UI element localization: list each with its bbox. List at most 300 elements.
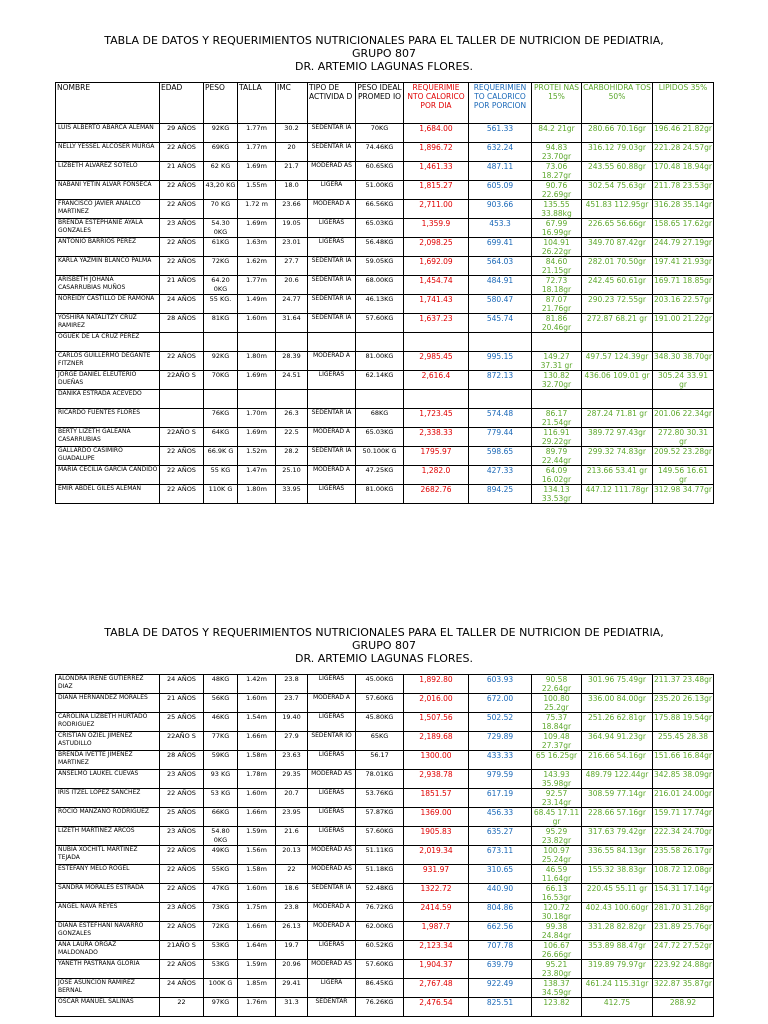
cell-edad: 21 AÑOS [160,162,204,181]
cell-tipo-actividad: LIGERAS [308,789,356,808]
table-row [56,846,714,865]
cell-peso-ideal: 53.76KG [356,789,404,808]
cell-proteinas: 46.59 11.64gr [532,865,582,884]
cell-peso-ideal: 60.65KG [356,162,404,181]
cell-talla: 1.49m [238,295,276,314]
cell-carbohidratos: 228.66 57.16gr [582,808,653,827]
cell-lipidos: 255.45 28.38 [653,732,714,751]
cell-talla: 1.55m [238,181,276,200]
cell-peso: 61KG [204,238,238,257]
cell-edad: 22AÑO S [160,428,204,447]
cell-imc: 24.77 [276,295,308,314]
cell-requerimiento-porcion: 699.41 [469,238,532,257]
cell-peso: 53KG [204,941,238,960]
table-row [56,200,714,219]
cell-proteinas: 123.82 [532,998,582,1017]
cell-tipo-actividad [308,333,356,352]
cell-imc: 20 [276,143,308,162]
cell-peso-ideal: 57.60KG [356,960,404,979]
cell-requerimiento-calorico: 1,359.9 [404,219,469,238]
cell-peso-ideal: 74.46KG [356,143,404,162]
cell-tipo-actividad: LIGERAS [308,675,356,694]
cell-requerimiento-calorico: 2,016.00 [404,694,469,713]
cell-requerimiento-calorico: 1,987.7 [404,922,469,941]
cell-tipo-actividad: LIGERAS [308,941,356,960]
cell-tipo-actividad: LIGERAS [308,751,356,770]
cell-lipidos: 322.87 35.87gr [653,979,714,998]
cell-requerimiento-porcion: 598.65 [469,447,532,466]
cell-carbohidratos: 220.45 55.11 gr [582,884,653,903]
cell-talla: 1.76m [238,998,276,1017]
cell-nombre: ALONDRA IRENE GUTIERREZ DIAZ [56,675,160,694]
cell-nombre: ANGEL NAVA REYES [56,903,160,922]
cell-peso-ideal: 60.52KG [356,941,404,960]
cell-talla: 1.69m [238,162,276,181]
cell-talla: 1.59m [238,960,276,979]
cell-edad: 23 AÑOS [160,827,204,846]
cell-carbohidratos: 299.32 74.83gr [582,447,653,466]
cell-peso: 97KG [204,998,238,1017]
cell-carbohidratos: 497.57 124.39gr [582,352,653,371]
cell-requerimiento-porcion [469,390,532,409]
cell-proteinas [532,333,582,352]
cell-peso: 93 KG [204,770,238,789]
table-row [56,789,714,808]
cell-imc: 28.2 [276,447,308,466]
cell-carbohidratos: 316.12 79.03gr [582,143,653,162]
cell-proteinas: 149.27 37.31 gr [532,352,582,371]
cell-requerimiento-calorico: 1,741.43 [404,295,469,314]
cell-imc [276,390,308,409]
cell-peso: 92KG [204,124,238,143]
cell-peso: 54.80 0KG [204,827,238,846]
cell-edad: 22AÑO S [160,732,204,751]
cell-lipidos [653,390,714,409]
cell-proteinas [532,390,582,409]
cell-peso: 54.30 0KG [204,219,238,238]
cell-nombre: FRANCISCO JAVIER ANALCO MARTINEZ [56,200,160,219]
header-imc: IMC [276,83,308,124]
cell-talla: 1.66m [238,808,276,827]
cell-nombre: BRENDA ESTEPHANIE AYALA GONZALES [56,219,160,238]
cell-imc [276,333,308,352]
table-row [56,371,714,390]
cell-requerimiento-calorico: 1300.00 [404,751,469,770]
cell-nombre: GALLARDO CASIMIRO GUADALUPE [56,447,160,466]
table-row [56,428,714,447]
cell-peso: 64.20 0KG [204,276,238,295]
cell-carbohidratos: 402.43 100.60gr [582,903,653,922]
header-lipidos: LIPIDOS 35% [653,83,714,124]
cell-edad: 24 AÑOS [160,979,204,998]
cell-requerimiento-calorico [404,333,469,352]
cell-nombre: NUBIA XOCHITL MARTINEZ TEJADA [56,846,160,865]
cell-nombre: ANSELMO LAUKEL CUEVAS [56,770,160,789]
title-line-2: GRUPO 807 [351,639,416,652]
cell-peso: 73KG [204,903,238,922]
table-row [56,751,714,770]
cell-nombre: OSCAR MANUEL SALINAS [56,998,160,1017]
cell-talla: 1.85m [238,979,276,998]
cell-peso: 100K G [204,979,238,998]
cell-peso: 77KG [204,732,238,751]
cell-requerimiento-calorico: 1,684.00 [404,124,469,143]
table-row [56,143,714,162]
cell-tipo-actividad: MODERAD A [308,903,356,922]
cell-peso-ideal: 46.13KG [356,295,404,314]
cell-edad: 23 AÑOS [160,770,204,789]
cell-peso: 72KG [204,922,238,941]
cell-imc: 19.05 [276,219,308,238]
table-title-2 [0,626,768,665]
table-row [56,333,714,352]
cell-requerimiento-porcion: 561.33 [469,124,532,143]
cell-talla: 1.42m [238,675,276,694]
cell-tipo-actividad: SEDENTAR IA [308,447,356,466]
cell-talla: 1.66m [238,922,276,941]
cell-carbohidratos: 302.54 75.63gr [582,181,653,200]
cell-lipidos: 281.70 31.28gr [653,903,714,922]
cell-lipidos: 191.00 21.22gr [653,314,714,333]
cell-edad: 24 AÑOS [160,295,204,314]
cell-nombre: YOSHIRA NATALITZY CRUZ RAMIREZ [56,314,160,333]
cell-requerimiento-porcion: 903.66 [469,200,532,219]
table-row [56,675,714,694]
cell-carbohidratos: 226.65 56.66gr [582,219,653,238]
cell-proteinas: 99.38 24.84gr [532,922,582,941]
cell-lipidos: 216.01 24.00gr [653,789,714,808]
cell-peso: 110K G [204,485,238,504]
cell-tipo-actividad: LIGERAS [308,808,356,827]
cell-edad [160,409,204,428]
cell-nombre: SANDRA MORALES ESTRADA [56,884,160,903]
cell-nombre: DIANA ESTEFHANI NAVARRO GONZALES [56,922,160,941]
cell-nombre: CAROLINA LIZBETH HURTADO RODRIGUEZ [56,713,160,732]
cell-proteinas: 116.91 29.22gr [532,428,582,447]
cell-requerimiento-porcion: 632.24 [469,143,532,162]
cell-tipo-actividad: MODERAD A [308,466,356,485]
cell-peso-ideal: 62.00KG [356,922,404,941]
cell-nombre: OGUEK DE LA CRUZ PEREZ [56,333,160,352]
cell-proteinas: 109.48 27.37gr [532,732,582,751]
cell-talla: 1.78m [238,770,276,789]
cell-lipidos: 221.28 24.57gr [653,143,714,162]
cell-talla: 1.62m [238,257,276,276]
table-row [56,352,714,371]
title-line-3: DR. ARTEMIO LAGUNAS FLORES. [295,652,473,665]
cell-imc: 27.9 [276,732,308,751]
cell-requerimiento-calorico: 2,985.45 [404,352,469,371]
table-2-body [56,675,714,1017]
cell-requerimiento-porcion: 872.13 [469,371,532,390]
cell-proteinas: 68.45 17.11 gr [532,808,582,827]
table-row [56,409,714,428]
cell-edad: 22 AÑOS [160,352,204,371]
cell-peso: 70KG [204,371,238,390]
cell-edad: 22 AÑOS [160,238,204,257]
cell-peso-ideal: 50.100K G [356,447,404,466]
cell-imc: 19.40 [276,713,308,732]
cell-peso-ideal: 56.48KG [356,238,404,257]
cell-tipo-actividad: SEDENTAR IA [308,257,356,276]
table-row [56,181,714,200]
cell-proteinas: 65 16.25gr [532,751,582,770]
cell-tipo-actividad: MODERAD A [308,428,356,447]
cell-nombre: LIZETH MARTINEZ ARCOS [56,827,160,846]
cell-requerimiento-porcion: 310.65 [469,865,532,884]
cell-tipo-actividad: MODERAD AS [308,846,356,865]
cell-peso-ideal: 78.01KG [356,770,404,789]
cell-requerimiento-calorico: 1,723.45 [404,409,469,428]
cell-nombre: ROCIO MANZANO RODRIGUEZ [56,808,160,827]
cell-requerimiento-porcion: 825.51 [469,998,532,1017]
cell-edad: 22 AÑOS [160,865,204,884]
cell-imc: 25.10 [276,466,308,485]
cell-lipidos: 108.72 12.08gr [653,865,714,884]
cell-proteinas: 106.67 26.66gr [532,941,582,960]
cell-peso: 53KG [204,960,238,979]
cell-requerimiento-porcion: 502.52 [469,713,532,732]
table-row [56,238,714,257]
cell-lipidos: 342.85 38.09gr [653,770,714,789]
cell-proteinas: 90.58 22.64gr [532,675,582,694]
header-nombre: NOMBRE [56,83,160,124]
cell-talla: 1.63m [238,238,276,257]
header-edad: EDAD [160,83,204,124]
cell-tipo-actividad: MODERAD A [308,200,356,219]
cell-edad: 22 AÑOS [160,922,204,941]
title-line-1: TABLA DE DATOS Y REQUERIMIENTOS NUTRICIONALES PARA EL TALLER DE NUTRICION DE PEDIATRIA, [104,34,664,47]
cell-talla: 1.60m [238,314,276,333]
cell-requerimiento-porcion: 433.33 [469,751,532,770]
cell-tipo-actividad: SEDENTAR IA [308,314,356,333]
cell-imc: 29.35 [276,770,308,789]
header-talla: TALLA [238,83,276,124]
cell-lipidos: 316.28 35.14gr [653,200,714,219]
cell-carbohidratos: 317.63 79.42gr [582,827,653,846]
cell-tipo-actividad: SEDENTAR IA [308,884,356,903]
cell-lipidos: 231.89 25.76gr [653,922,714,941]
cell-requerimiento-porcion: 995.15 [469,352,532,371]
cell-carbohidratos: 251.26 62.81gr [582,713,653,732]
cell-imc: 26.3 [276,409,308,428]
cell-nombre: RICARDO FUENTES FLORES [56,409,160,428]
cell-nombre: JOSE ASUNCION RAMIREZ BERNAL [56,979,160,998]
cell-requerimiento-porcion: 487.11 [469,162,532,181]
cell-requerimiento-calorico: 1,454.74 [404,276,469,295]
cell-edad: 28 AÑOS [160,314,204,333]
cell-proteinas: 100.97 25.24gr [532,846,582,865]
cell-requerimiento-calorico: 2,019.34 [404,846,469,865]
cell-requerimiento-calorico: 2,711.00 [404,200,469,219]
table-row [56,314,714,333]
cell-carbohidratos: 336.55 84.13gr [582,846,653,865]
cell-edad: 22 AÑOS [160,884,204,903]
table-row [56,447,714,466]
cell-peso-ideal: 65.03KG [356,219,404,238]
cell-peso-ideal: 62.14KG [356,371,404,390]
cell-carbohidratos: 364.94 91.23gr [582,732,653,751]
cell-requerimiento-calorico: 1905.83 [404,827,469,846]
cell-talla: 1.64m [238,941,276,960]
cell-requerimiento-porcion: 707.78 [469,941,532,960]
table-row [56,276,714,295]
cell-tipo-actividad: MODERAD A [308,352,356,371]
cell-tipo-actividad: MODERAD AS [308,865,356,884]
cell-requerimiento-porcion: 894.25 [469,485,532,504]
cell-proteinas: 84.2 21gr [532,124,582,143]
table-row [56,694,714,713]
table-row [56,466,714,485]
cell-tipo-actividad: SEDENTAR IA [308,295,356,314]
cell-requerimiento-porcion: 779.44 [469,428,532,447]
cell-carbohidratos: 489.79 122.44gr [582,770,653,789]
table-row [56,960,714,979]
cell-peso-ideal: 59.05KG [356,257,404,276]
cell-proteinas: 120.72 30.18gr [532,903,582,922]
cell-lipidos: 169.71 18.85gr [653,276,714,295]
table-row [56,922,714,941]
cell-edad: 22 [160,998,204,1017]
cell-tipo-actividad: MODERAD AS [308,960,356,979]
cell-requerimiento-porcion: 605.09 [469,181,532,200]
cell-tipo-actividad: SEDENTAR [308,998,356,1017]
cell-requerimiento-calorico: 2,616.4 [404,371,469,390]
cell-requerimiento-porcion: 440.90 [469,884,532,903]
cell-peso-ideal: 76.26KG [356,998,404,1017]
cell-carbohidratos: 280.66 70.16gr [582,124,653,143]
cell-edad: 22 AÑOS [160,181,204,200]
cell-talla: 1.66m [238,732,276,751]
cell-edad: 22 AÑOS [160,485,204,504]
cell-requerimiento-calorico: 2,098.25 [404,238,469,257]
cell-requerimiento-calorico: 1,692.09 [404,257,469,276]
cell-requerimiento-porcion: 922.49 [469,979,532,998]
cell-peso: 69KG [204,143,238,162]
cell-edad: 29 AÑOS [160,124,204,143]
header-tipo-actividad: TIPO DE ACTIVIDA D [308,83,356,124]
cell-proteinas: 100.80 25.2gr [532,694,582,713]
header-proteinas: PROTEI NAS 15% [532,83,582,124]
cell-proteinas: 81.86 20.46gr [532,314,582,333]
cell-nombre: YANETH PASTRANA GLORIA [56,960,160,979]
cell-carbohidratos: 319.89 79.97gr [582,960,653,979]
cell-tipo-actividad [308,390,356,409]
cell-peso-ideal: 81.00KG [356,352,404,371]
cell-requerimiento-porcion: 580.47 [469,295,532,314]
cell-proteinas: 75.37 18.84gr [532,713,582,732]
cell-talla: 1.52m [238,447,276,466]
cell-peso: 64KG [204,428,238,447]
cell-requerimiento-calorico: 1,892.80 [404,675,469,694]
cell-peso-ideal: 51.00KG [356,181,404,200]
cell-imc: 18.6 [276,884,308,903]
cell-talla: 1.80m [238,352,276,371]
cell-lipidos: 158.65 17.62gr [653,219,714,238]
table-row [56,770,714,789]
table-row [56,219,714,238]
cell-peso-ideal: 57.60KG [356,694,404,713]
cell-lipidos: 201.06 22.34gr [653,409,714,428]
cell-tipo-actividad: SEDENTAR IO [308,732,356,751]
table-row [56,998,714,1017]
cell-imc: 30.2 [276,124,308,143]
cell-carbohidratos: 213.66 53.41 gr [582,466,653,485]
cell-tipo-actividad: MODERAD AS [308,162,356,181]
cell-peso: 62 KG [204,162,238,181]
cell-requerimiento-porcion: 729.89 [469,732,532,751]
cell-lipidos: 151.66 16.84gr [653,751,714,770]
cell-lipidos: 288.92 [653,998,714,1017]
cell-imc: 27.7 [276,257,308,276]
cell-imc: 29.41 [276,979,308,998]
cell-nombre: JORGE DANIEL ELEUTERIO DUEÑAS [56,371,160,390]
cell-requerimiento-porcion: 453.3 [469,219,532,238]
cell-nombre: NELLY YESSEL ALCOSER MURGA [56,143,160,162]
header-requerimiento-calorico: REQUERIMIE NTO CALORICO POR DIA [404,83,469,124]
cell-nombre: NOREIDY CASTILLO DE RAMONA [56,295,160,314]
cell-peso: 55KG [204,865,238,884]
cell-carbohidratos: 451.83 112.95gr [582,200,653,219]
header-peso-ideal: PESO IDEAL PROMED IO [356,83,404,124]
cell-nombre: IRIS ITZEL LOPEZ SANCHEZ [56,789,160,808]
cell-peso-ideal: 57.60KG [356,827,404,846]
cell-lipidos: 305.24 33.91 gr [653,371,714,390]
cell-edad: 22 AÑOS [160,257,204,276]
cell-proteinas: 84.60 21.15gr [532,257,582,276]
cell-imc: 20.13 [276,846,308,865]
cell-proteinas: 86.17 21.54gr [532,409,582,428]
cell-nombre: CARLOS GUILLERMO DEGANTE FITZNER [56,352,160,371]
cell-edad: 22 AÑOS [160,789,204,808]
cell-proteinas: 95.21 23.80gr [532,960,582,979]
cell-requerimiento-porcion: 603.93 [469,675,532,694]
cell-talla: 1.60m [238,884,276,903]
cell-lipidos: 223.92 24.88gr [653,960,714,979]
cell-lipidos [653,333,714,352]
header-row [56,83,714,124]
cell-requerimiento-calorico: 1,896.72 [404,143,469,162]
table-row [56,808,714,827]
cell-peso-ideal: 51.11KG [356,846,404,865]
cell-nombre: EMIR ABDEL GILES ALEMAN [56,485,160,504]
cell-imc: 23.66 [276,200,308,219]
cell-requerimiento-calorico: 1,507.56 [404,713,469,732]
cell-peso-ideal: 45.80KG [356,713,404,732]
cell-peso-ideal: 86.45KG [356,979,404,998]
cell-requerimiento-calorico: 2414.59 [404,903,469,922]
cell-talla: 1.77m [238,124,276,143]
cell-peso [204,390,238,409]
cell-proteinas: 66.13 16.53gr [532,884,582,903]
cell-requerimiento-porcion: 635.27 [469,827,532,846]
cell-imc: 23.7 [276,694,308,713]
cell-peso-ideal: 70KG [356,124,404,143]
cell-requerimiento-calorico: 2,767.48 [404,979,469,998]
cell-talla: 1.77m [238,276,276,295]
cell-peso: 43,20 KG [204,181,238,200]
cell-carbohidratos: 447.12 111.78gr [582,485,653,504]
cell-carbohidratos: 349.70 87.42gr [582,238,653,257]
cell-peso: 66.9K G [204,447,238,466]
cell-peso-ideal: 51.18KG [356,865,404,884]
cell-lipidos: 209.52 23.28gr [653,447,714,466]
cell-nombre: ANA LAURA ORGAZ MALDONADO [56,941,160,960]
cell-proteinas: 143.93 35.98gr [532,770,582,789]
cell-talla: 1.56m [238,846,276,865]
cell-requerimiento-calorico: 2,189.68 [404,732,469,751]
cell-requerimiento-porcion: 617.19 [469,789,532,808]
